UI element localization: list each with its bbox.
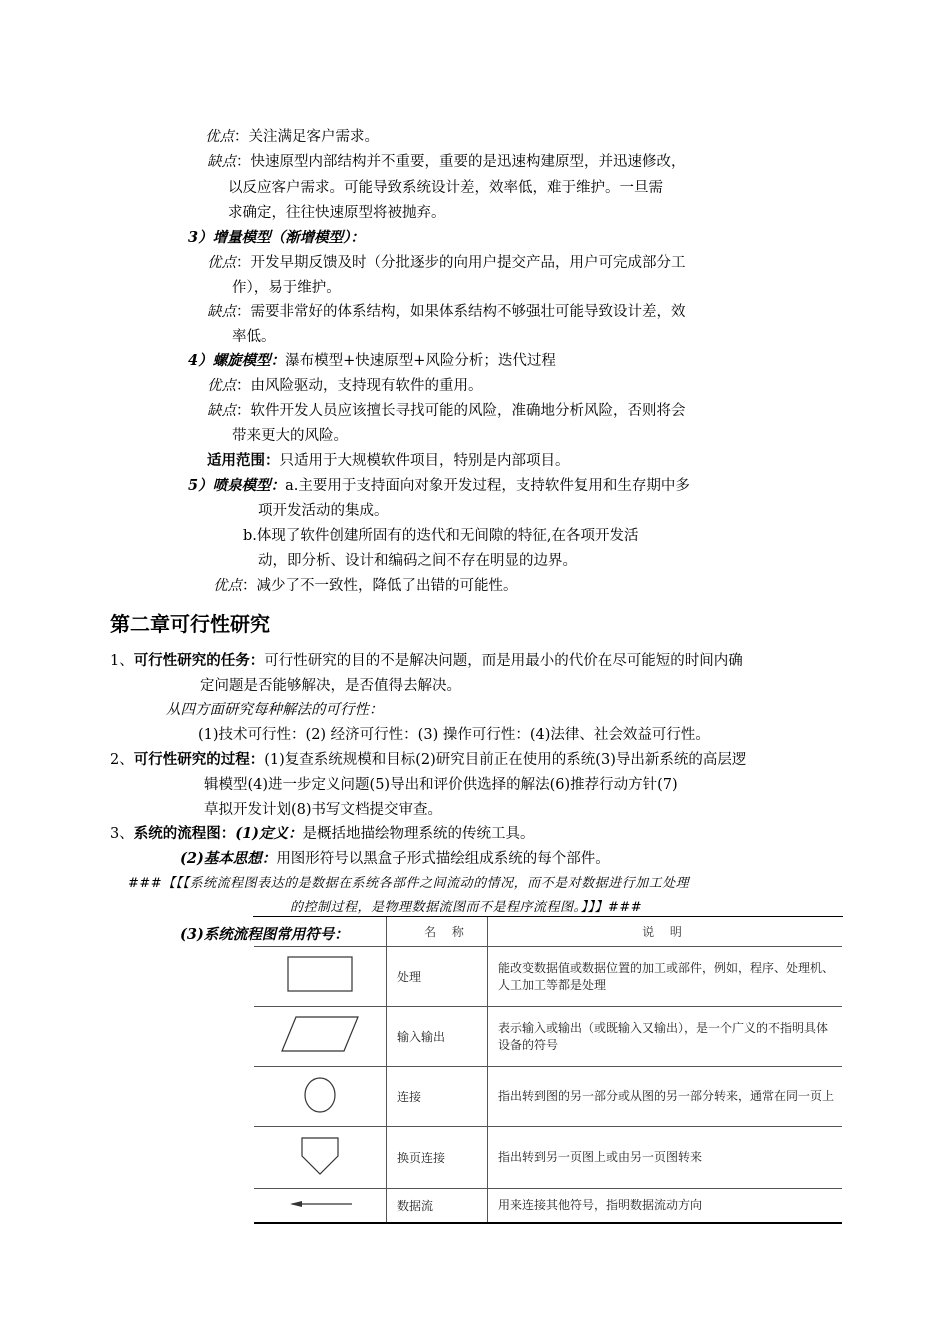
rapid-proto-pro: 优点：关注满足客户需求。 <box>205 129 379 145</box>
item3-symbols-label: (3)系统流程图常用符号： <box>180 926 349 943</box>
table-row <box>254 947 842 1007</box>
symbol-name: 换页连接 <box>387 1127 488 1189</box>
table-header-row <box>254 916 842 947</box>
incremental-con-line2: 率低。 <box>232 329 276 345</box>
symbol-desc: 指出转到图的另一部分或从图的另一部分转来，通常在同一页上 <box>488 1067 843 1127</box>
table-row <box>254 1127 842 1189</box>
item3-idea: (2)基本思想：用图形符号以黑盒子形式描绘组成系统的每个部件。 <box>180 850 610 867</box>
symbol-cell <box>254 1067 387 1127</box>
symbol-name: 连接 <box>387 1067 488 1127</box>
pentagon-icon <box>290 1134 350 1178</box>
rapid-proto-con-line2: 以反应客户需求。可能导致系统设计差，效率低，难于维护。一旦需 <box>228 180 663 196</box>
item1-line1: 1、可行性研究的任务：可行性研究的目的不是解决问题，而是用最小的代价在尽可能短的时间内确 <box>110 652 743 669</box>
spiral-con: 缺点：软件开发人员应该擅长寻找可能的风险，准确地分析风险，否则将会 <box>207 403 686 419</box>
flowchart-symbol-table <box>254 916 842 1224</box>
symbol-desc: 表示输入或输出（或既输入又输出），是一个广义的不指明具体 设备的符号 <box>488 1007 843 1067</box>
arrow-left-icon <box>280 1197 360 1211</box>
fountain-a-line2: 项开发活动的集成。 <box>258 503 389 519</box>
incremental-pro: 优点：开发早期反馈及时（分批逐步的向用户提交产品，用户可完成部分工 <box>207 255 686 271</box>
item1-line2: 定问题是否能够解决，是否值得去解决。 <box>200 678 461 694</box>
item3-line1: 3、系统的流程图：(1)定义：是概括地描绘物理系统的传统工具。 <box>110 825 535 842</box>
item3-note-line2: 的控制过程，是物理数据流图而不是程序流程图。】】】### <box>290 900 643 915</box>
table-row <box>254 1189 842 1223</box>
symbol-desc: 用来连接其他符号，指明数据流动方向 <box>488 1189 843 1223</box>
item1-aspects: (1)技术可行性：(2) 经济可行性：(3) 操作可行性：(4)法律、社会效益可行性。 <box>198 727 710 743</box>
item1-four-aspects: 从四方面研究每种解法的可行性： <box>166 702 384 718</box>
chapter-title: 第二章可行性研究 <box>110 612 270 636</box>
item2-line3: 草拟开发计划(8)书写文档提交审查。 <box>204 802 443 818</box>
item2-line1: 2、可行性研究的过程：(1)复查系统规模和目标(2)研究目前正在使用的系统(3)导出新系统的高层逻 <box>110 751 747 768</box>
item2-line2: 辑模型(4)进一步定义问题(5)导出和评价供选择的解法(6)推荐行动方针(7) <box>204 777 678 793</box>
spiral-pro: 优点：由风险驱动，支持现有软件的重用。 <box>207 378 483 394</box>
symbol-cell <box>254 1127 387 1189</box>
fountain-b-line1: b.体现了软件创建所固有的迭代和无间隙的特征,在各项开发活 <box>243 528 639 544</box>
symbol-desc: 指出转到另一页图上或由另一页图转来 <box>488 1127 843 1189</box>
circle-icon <box>300 1074 340 1116</box>
fountain-heading: 5）喷泉模型：a.主要用于支持面向对象开发过程，支持软件复用和生存期中多 <box>188 477 690 494</box>
rectangle-icon <box>280 953 360 997</box>
desc-column-header: 说 明 <box>488 916 843 947</box>
symbol-name: 处理 <box>387 947 488 1007</box>
rapid-proto-con-line3: 求确定，往往快速原型将被抛弃。 <box>228 205 446 221</box>
incremental-heading: 3）增量模型（渐增模型）： <box>188 229 365 246</box>
symbol-column-header <box>254 916 387 947</box>
fountain-pro: 优点：减少了不一致性，降低了出错的可能性。 <box>213 578 518 594</box>
parallelogram-icon <box>280 1013 360 1057</box>
spiral-con-line2: 带来更大的风险。 <box>232 428 348 444</box>
fountain-b-line2: 动，即分析、设计和编码之间不存在明显的边界。 <box>258 553 577 569</box>
spiral-scope: 适用范围：只适用于大规模软件项目，特别是内部项目。 <box>207 452 570 469</box>
symbol-name: 数据流 <box>387 1189 488 1223</box>
incremental-pro-line2: 作），易于维护。 <box>232 280 341 296</box>
rapid-proto-con: 缺点：快速原型内部结构并不重要，重要的是迅速构建原型，并迅速修改， <box>207 154 686 170</box>
symbol-cell <box>254 1189 387 1223</box>
table-top-rule <box>253 916 843 917</box>
table-row <box>254 1067 842 1127</box>
symbol-cell <box>254 1007 387 1067</box>
symbol-name: 输入输出 <box>387 1007 488 1067</box>
name-column-header: 名 称 <box>387 916 488 947</box>
table-row <box>254 1007 842 1067</box>
incremental-con: 缺点：需要非常好的体系结构，如果体系结构不够强壮可能导致设计差，效 <box>207 304 686 320</box>
symbol-desc: 能改变数据值或数据位置的加工或部件，例如，程序、处理机、 人工加工等都是处理 <box>488 947 843 1007</box>
symbol-cell <box>254 947 387 1007</box>
spiral-heading: 4）螺旋模型：瀑布模型+快速原型+风险分析；迭代过程 <box>188 352 556 369</box>
item3-note-line1: ###【【【系统流程图表达的是数据在系统各部件之间流动的情况，而不是对数据进行加工处理 <box>128 876 690 891</box>
